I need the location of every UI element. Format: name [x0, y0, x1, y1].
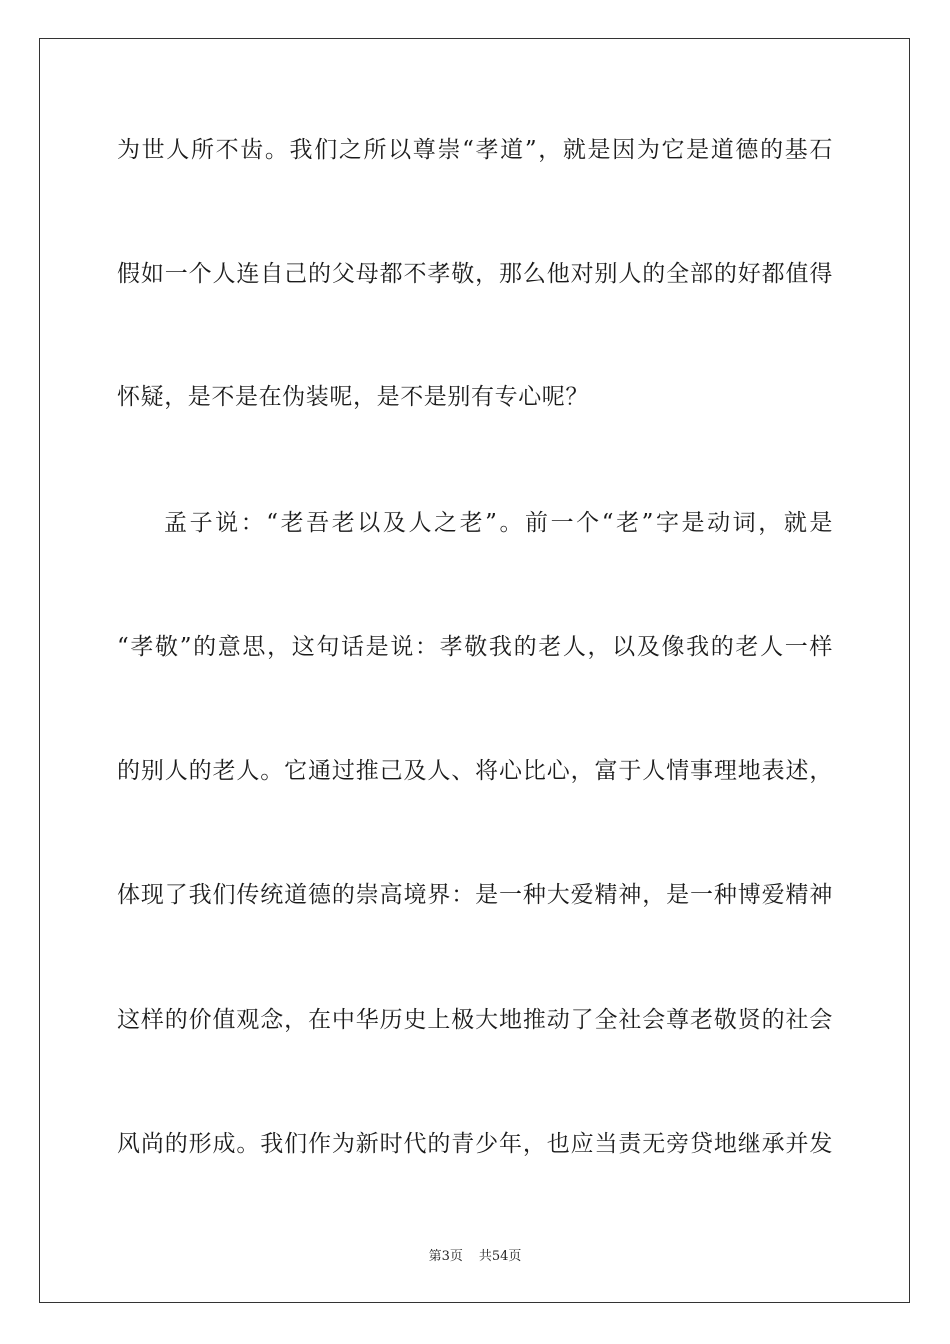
- text-line-5: “孝敬”的意思，这句话是说：孝敬我的老人，以及像我的老人一样: [117, 634, 833, 660]
- text-line-1: 为世人所不齿。我们之所以尊崇“孝道”，就是因为它是道德的基石: [117, 137, 833, 163]
- text-line-3: 怀疑，是不是在伪装呢，是不是别有专心呢？: [117, 384, 589, 410]
- page-border: [39, 38, 910, 1303]
- text-line-4: 孟子说：“老吾老以及人之老”。前一个“老”字是动词，就是: [164, 510, 833, 536]
- text-line-2: 假如一个人连自己的父母都不孝敬，那么他对别人的全部的好都值得: [117, 261, 833, 287]
- text-line-6: 的别人的老人。它通过推己及人、将心比心，富于人情事理地表述，: [117, 758, 833, 784]
- text-line-7: 体现了我们传统道德的崇高境界：是一种大爱精神，是一种博爱精神: [117, 882, 833, 908]
- page-total: 共54页: [478, 1249, 522, 1264]
- page-footer: [0, 1248, 950, 1266]
- text-line-9: 风尚的形成。我们作为新时代的青少年，也应当责无旁贷地继承并发: [117, 1131, 833, 1157]
- text-line-8: 这样的价值观念，在中华历史上极大地推动了全社会尊老敬贤的社会: [117, 1007, 833, 1033]
- page-number: 第3页: [428, 1249, 463, 1264]
